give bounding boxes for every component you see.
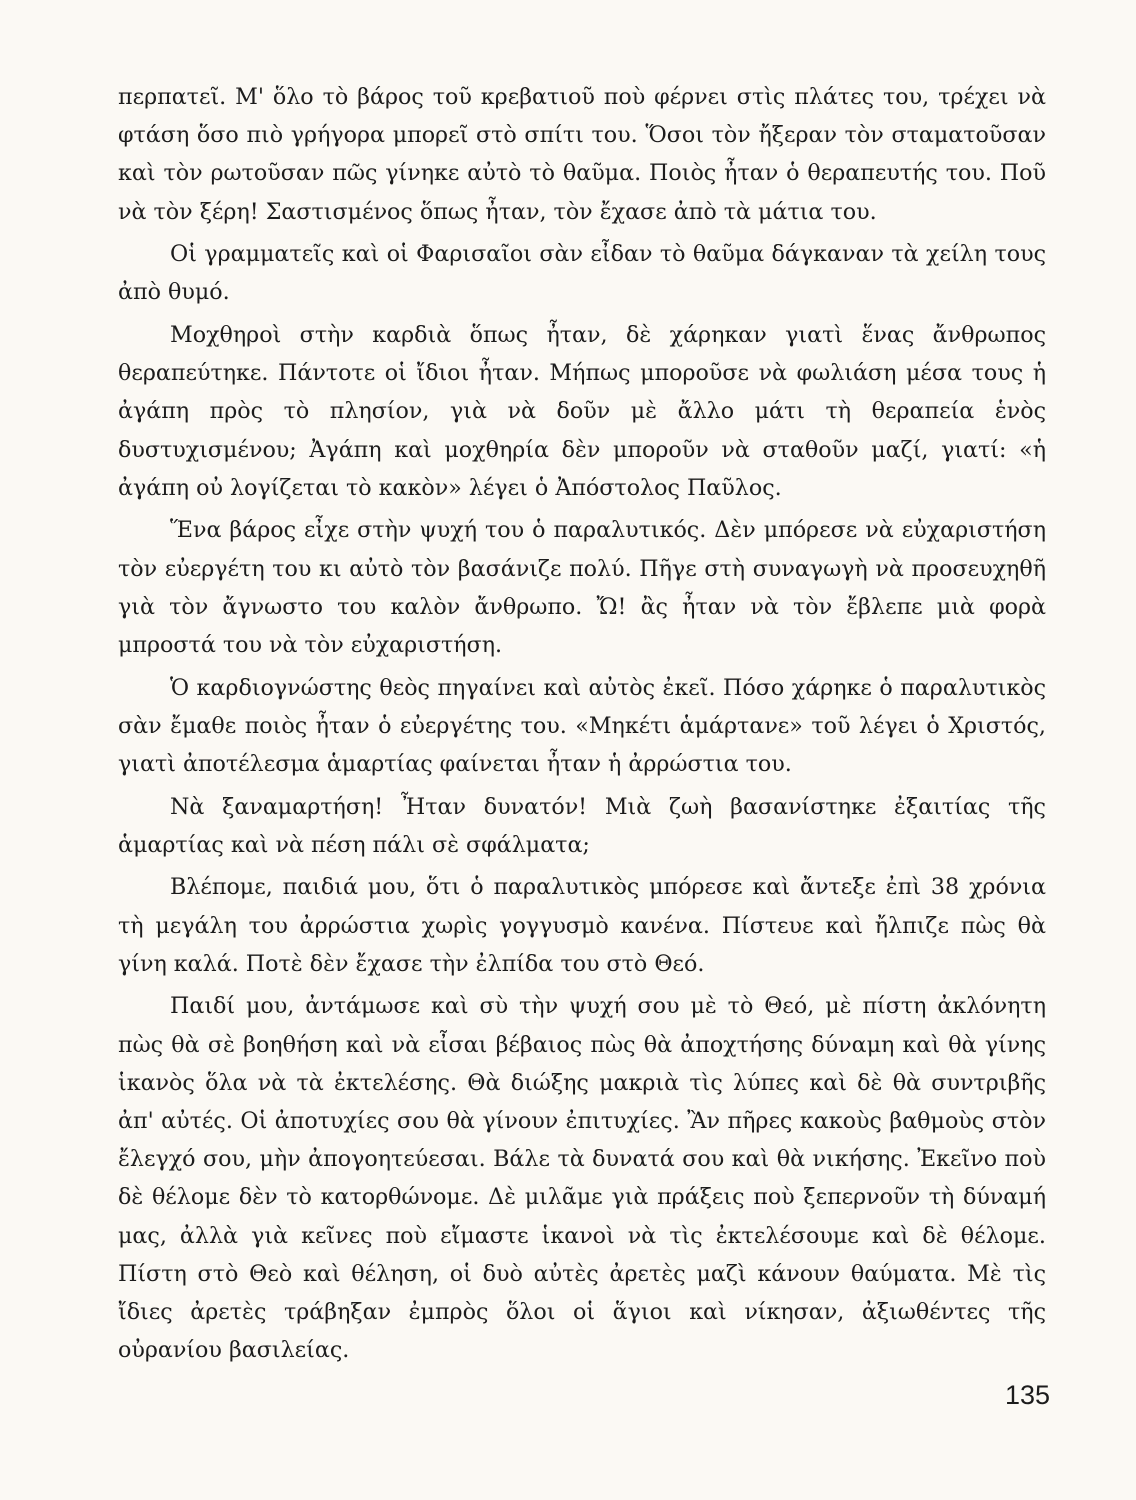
- paragraph: Παιδί μου, ἀντάμωσε καὶ σὺ τὴν ψυχή σου μὲ τὸ Θεό, μὲ πίστη ἀκλόνητη πὼς θὰ σὲ βοηθήση καὶ νὰ εἶσαι βέβαιος πὼς θὰ ἀποχτήσης δύναμη καὶ θὰ γίνης ἱκανὸς ὅλα νὰ τὰ ἐκτελέσης. Θὰ διώξης μακριὰ τὶς λύπες καὶ δὲ θὰ συντριβῆς ἀπ' αὐτές. Οἱ ἀποτυχίες σου θὰ γίνουν ἐπιτυχίες. Ἂν πῆρες κακοὺς βαθμοὺς στὸν ἔλεγχό σου, μὴν ἀπογοητεύεσαι. Βάλε τὰ δυνατά σου καὶ θὰ νικήσης. Ἐκεῖνο ποὺ δὲ θέλομε δὲν τὸ κατορθώνομε. Δὲ μιλᾶμε γιὰ πράξεις ποὺ ξεπερνοῦν τὴ δύναμή μας, ἀλλὰ γιὰ κεῖνες ποὺ εἴμαστε ἱκανοὶ νὰ τὶς ἐκτελέσουμε καὶ δὲ θέλομε. Πίστη στὸ Θεὸ καὶ θέληση, οἱ δυὸ αὐτὲς ἀρετὲς μαζὶ κάνουν θαύματα. Μὲ τὶς ἴδιες ἀρετὲς τράβηξαν ἐμπρὸς ὅλοι οἱ ἅγιοι καὶ νίκησαν, ἀξιωθέντες τῆς οὐρανίου βασιλείας.: [118, 993, 1046, 1364]
- paragraph: Ἕνα βάρος εἶχε στὴν ψυχή του ὁ παραλυτικός. Δὲν μπόρεσε νὰ εὐχαριστήση τὸν εὐεργέτη του κι αὐτὸ τὸν βασάνιζε πολύ. Πῆγε στὴ συναγωγὴ νὰ προσευχηθῆ γιὰ τὸν ἄγνωστο του καλὸν ἄνθρωπο. Ὤ! ἂς ἦταν νὰ τὸν ἔβλεπε μιὰ φορὰ μπροστά του νὰ τὸν εὐχαριστήση.: [118, 517, 1046, 659]
- paragraph: περπατεῖ. Μ' ὅλο τὸ βάρος τοῦ κρεβατιοῦ ποὺ φέρνει στὶς πλάτες του, τρέχει νὰ φτάση ὅσο πιὸ γρήγορα μπορεῖ στὸ σπίτι του. Ὅσοι τὸν ἤξεραν τὸν σταματοῦσαν καὶ τὸν ρωτοῦσαν πῶς γίνηκε αὐτὸ τὸ θαῦμα. Ποιὸς ἦταν ὁ θεραπευτής του. Ποῦ νὰ τὸν ξέρη! Σαστισμένος ὅπως ἦταν, τὸν ἔχασε ἀπὸ τὰ μάτια του.: [118, 84, 1046, 225]
- paragraph: Οἱ γραμματεῖς καὶ οἱ Φαρισαῖοι σὰν εἶδαν τὸ θαῦμα δάγκαναν τὰ χείλη τους ἀπὸ θυμό.: [118, 241, 1046, 306]
- body-text: [118, 78, 1046, 1374]
- paragraph: Μοχθηροὶ στὴν καρδιὰ ὅπως ἦταν, δὲ χάρηκαν γιατὶ ἕνας ἄνθρωπος θεραπεύτηκε. Πάντοτε οἱ ἴδιοι ἦταν. Μήπως μποροῦσε νὰ φωλιάση μέσα τους ἡ ἀγάπη πρὸς τὸ πλησίον, γιὰ νὰ δοῦν μὲ ἄλλο μάτι τὴ θεραπεία ἑνὸς δυστυχισμένου; Ἀγάπη καὶ μοχθηρία δὲν μποροῦν νὰ σταθοῦν μαζί, γιατί: «ἡ ἀγάπη οὐ λογίζεται τὸ κακὸν» λέγει ὁ Ἀπόστολος Παῦλος.: [118, 322, 1046, 501]
- paragraph: Βλέπομε, παιδιά μου, ὅτι ὁ παραλυτικὸς μπόρεσε καὶ ἄντεξε ἐπὶ 38 χρόνια τὴ μεγάλη του ἀρρώστια χωρὶς γογγυσμὸ κανένα. Πίστευε καὶ ἤλπιζε πὼς θὰ γίνη καλά. Ποτὲ δὲν ἔχασε τὴν ἐλπίδα του στὸ Θεό.: [118, 874, 1046, 977]
- paragraph: Ὁ καρδιογνώστης θεὸς πηγαίνει καὶ αὐτὸς ἐκεῖ. Πόσο χάρηκε ὁ παραλυτικὸς σὰν ἔμαθε ποιὸς ἦταν ὁ εὐεργέτης του. «Μηκέτι ἁμάρτανε» τοῦ λέγει ὁ Χριστός, γιατὶ ἀποτέλεσμα ἁμαρτίας φαίνεται ἦταν ἡ ἀρρώστια του.: [118, 674, 1046, 778]
- page-number: 135: [1004, 1380, 1050, 1410]
- paragraph: Νὰ ξαναμαρτήση! Ἦταν δυνατόν! Μιὰ ζωὴ βασανίστηκε ἐξαιτίας τῆς ἁμαρτίας καὶ νὰ πέση πάλι σὲ σφάλματα;: [118, 793, 1046, 858]
